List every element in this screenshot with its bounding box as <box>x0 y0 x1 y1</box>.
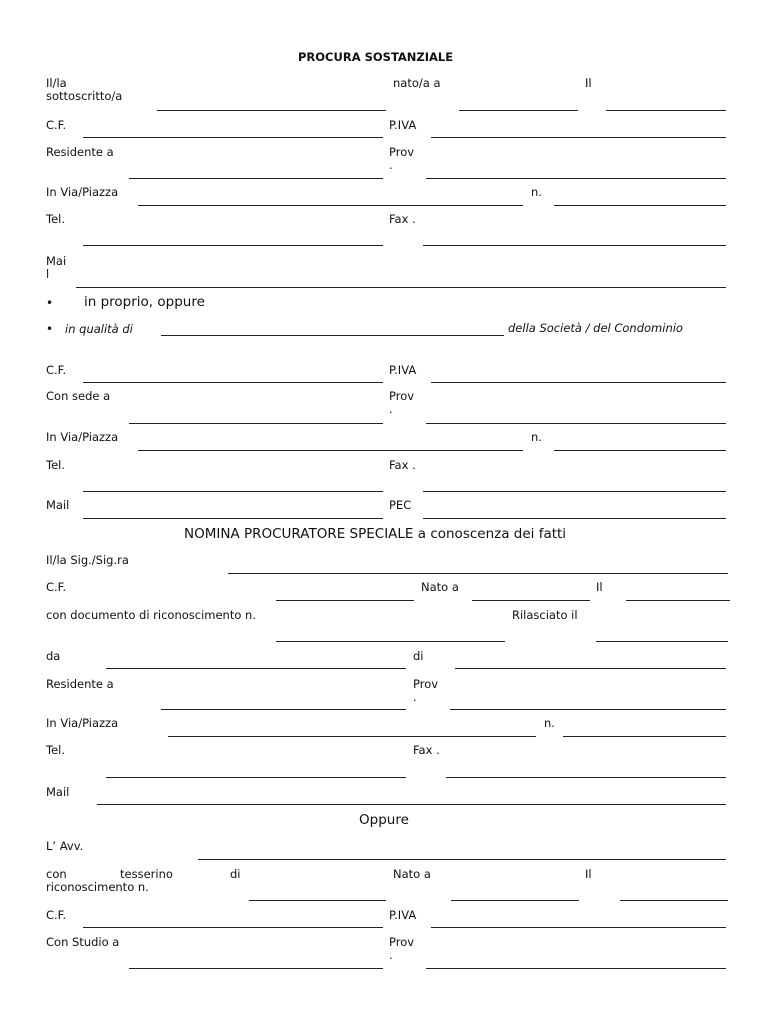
qualita-field[interactable] <box>161 335 504 336</box>
fax-label: Fax . <box>389 212 416 226</box>
procuratore-nato-label: Nato a <box>421 580 459 594</box>
procuratore-tel-field[interactable] <box>106 777 406 778</box>
fax-field[interactable] <box>423 245 726 246</box>
sede-label: Con sede a <box>46 389 111 403</box>
procuratore-residente-field[interactable] <box>161 709 406 710</box>
mail-label: Mai l <box>46 254 67 281</box>
via-field[interactable] <box>138 205 523 206</box>
societa-piva-label: P.IVA <box>389 363 417 377</box>
avv-nato-label: Nato a <box>393 867 431 881</box>
con-studio-field[interactable] <box>129 968 383 969</box>
procuratore-il-label: Il <box>596 580 603 594</box>
mail-field[interactable] <box>76 287 726 288</box>
da-field[interactable] <box>106 668 406 669</box>
tel-field[interactable] <box>83 245 383 246</box>
nomina-heading: NOMINA PROCURATORE SPECIALE a conoscenza dei fatti <box>184 526 567 542</box>
societa-fax-label: Fax . <box>389 458 416 472</box>
procuratore-tel-label: Tel. <box>46 743 65 757</box>
procuratore-numero-label: n. <box>544 716 555 730</box>
procuratore-numero-field[interactable] <box>563 736 726 737</box>
numero-field[interactable] <box>554 205 726 206</box>
procuratore-nato-field[interactable] <box>472 600 590 601</box>
tesserino-di-label: di <box>230 867 241 881</box>
avv-field[interactable] <box>198 859 726 860</box>
via-label: In Via/Piazza <box>46 185 119 199</box>
societa-prov-field[interactable] <box>426 423 726 424</box>
option-qualita-label: in qualità di <box>65 322 133 336</box>
avv-il-field[interactable] <box>620 900 728 901</box>
riconoscimento-label: riconoscimento n. <box>46 880 149 894</box>
di-label: di <box>413 649 424 663</box>
procuratore-cf-label: C.F. <box>46 580 67 594</box>
prov-label: Prov . <box>389 145 415 172</box>
tel-label: Tel. <box>46 212 65 226</box>
societa-label: della Società / del Condominio <box>508 321 683 335</box>
il-field[interactable] <box>606 110 726 111</box>
con-studio-label: Con Studio a <box>46 935 120 949</box>
societa-numero-label: n. <box>531 430 542 444</box>
procuratore-via-label: In Via/Piazza <box>46 716 119 730</box>
procuratore-il-field[interactable] <box>626 600 730 601</box>
avv-nato-field[interactable] <box>451 900 579 901</box>
procuratore-via-field[interactable] <box>168 736 536 737</box>
avv-prov-field[interactable] <box>426 968 726 969</box>
cf-label: C.F. <box>46 118 67 132</box>
procuratore-prov-label: Prov . <box>413 677 439 704</box>
procuratore-fax-field[interactable] <box>446 777 726 778</box>
avv-il-label: Il <box>585 867 592 881</box>
documento-field[interactable] <box>276 641 505 642</box>
societa-tel-field[interactable] <box>83 491 383 492</box>
societa-cf-label: C.F. <box>46 363 67 377</box>
societa-piva-field[interactable] <box>431 382 726 383</box>
societa-numero-field[interactable] <box>554 450 726 451</box>
numero-label: n. <box>531 185 542 199</box>
societa-mail-field[interactable] <box>83 518 383 519</box>
sottoscritto-label: Il/la sottoscritto/a <box>46 76 123 103</box>
da-label: da <box>46 649 61 663</box>
avv-piva-field[interactable] <box>431 927 726 928</box>
con-label: con <box>46 867 67 881</box>
avv-prov-label: Prov . <box>389 935 415 962</box>
societa-via-field[interactable] <box>138 450 523 451</box>
residente-field[interactable] <box>129 178 383 179</box>
avv-cf-field[interactable] <box>83 927 383 928</box>
tesserino-label: tesserino <box>120 867 173 881</box>
bullet-icon: • <box>46 296 54 310</box>
nato-a-label: nato/a a <box>393 76 441 90</box>
sede-field[interactable] <box>129 423 383 424</box>
procuratore-prov-field[interactable] <box>450 709 726 710</box>
societa-mail-label: Mail <box>46 498 70 512</box>
il-label: Il <box>585 76 592 90</box>
document-title: PROCURA SOSTANZIALE <box>298 50 454 64</box>
societa-prov-label: Prov . <box>389 389 415 416</box>
societa-cf-field[interactable] <box>83 382 383 383</box>
oppure-heading: Oppure <box>359 812 409 828</box>
procuratore-cf-field[interactable] <box>276 600 414 601</box>
cf-field[interactable] <box>83 137 383 138</box>
avv-cf-label: C.F. <box>46 908 67 922</box>
tesserino-field[interactable] <box>249 900 386 901</box>
sig-label: Il/la Sig./Sig.ra <box>46 553 129 567</box>
piva-field[interactable] <box>431 137 726 138</box>
societa-tel-label: Tel. <box>46 458 65 472</box>
rilasciato-field[interactable] <box>596 641 728 642</box>
option-in-proprio: in proprio, oppure <box>84 294 205 310</box>
bullet-icon: • <box>46 322 54 336</box>
nato-a-field[interactable] <box>459 110 578 111</box>
sig-field[interactable] <box>228 573 728 574</box>
prov-field[interactable] <box>426 178 726 179</box>
procuratore-mail-label: Mail <box>46 785 70 799</box>
societa-via-label: In Via/Piazza <box>46 430 119 444</box>
pec-field[interactable] <box>423 518 726 519</box>
procuratore-fax-label: Fax . <box>413 743 440 757</box>
rilasciato-label: Rilasciato il <box>512 608 578 622</box>
pec-label: PEC <box>389 498 412 512</box>
di-field[interactable] <box>455 668 726 669</box>
procuratore-mail-field[interactable] <box>97 804 726 805</box>
residente-label: Residente a <box>46 145 114 159</box>
societa-fax-field[interactable] <box>423 491 726 492</box>
documento-label: con documento di riconoscimento n. <box>46 608 256 622</box>
procuratore-residente-label: Residente a <box>46 677 114 691</box>
avv-label: L’ Avv. <box>46 839 84 853</box>
avv-piva-label: P.IVA <box>389 908 417 922</box>
piva-label: P.IVA <box>389 118 417 132</box>
sottoscritto-field[interactable] <box>157 110 386 111</box>
